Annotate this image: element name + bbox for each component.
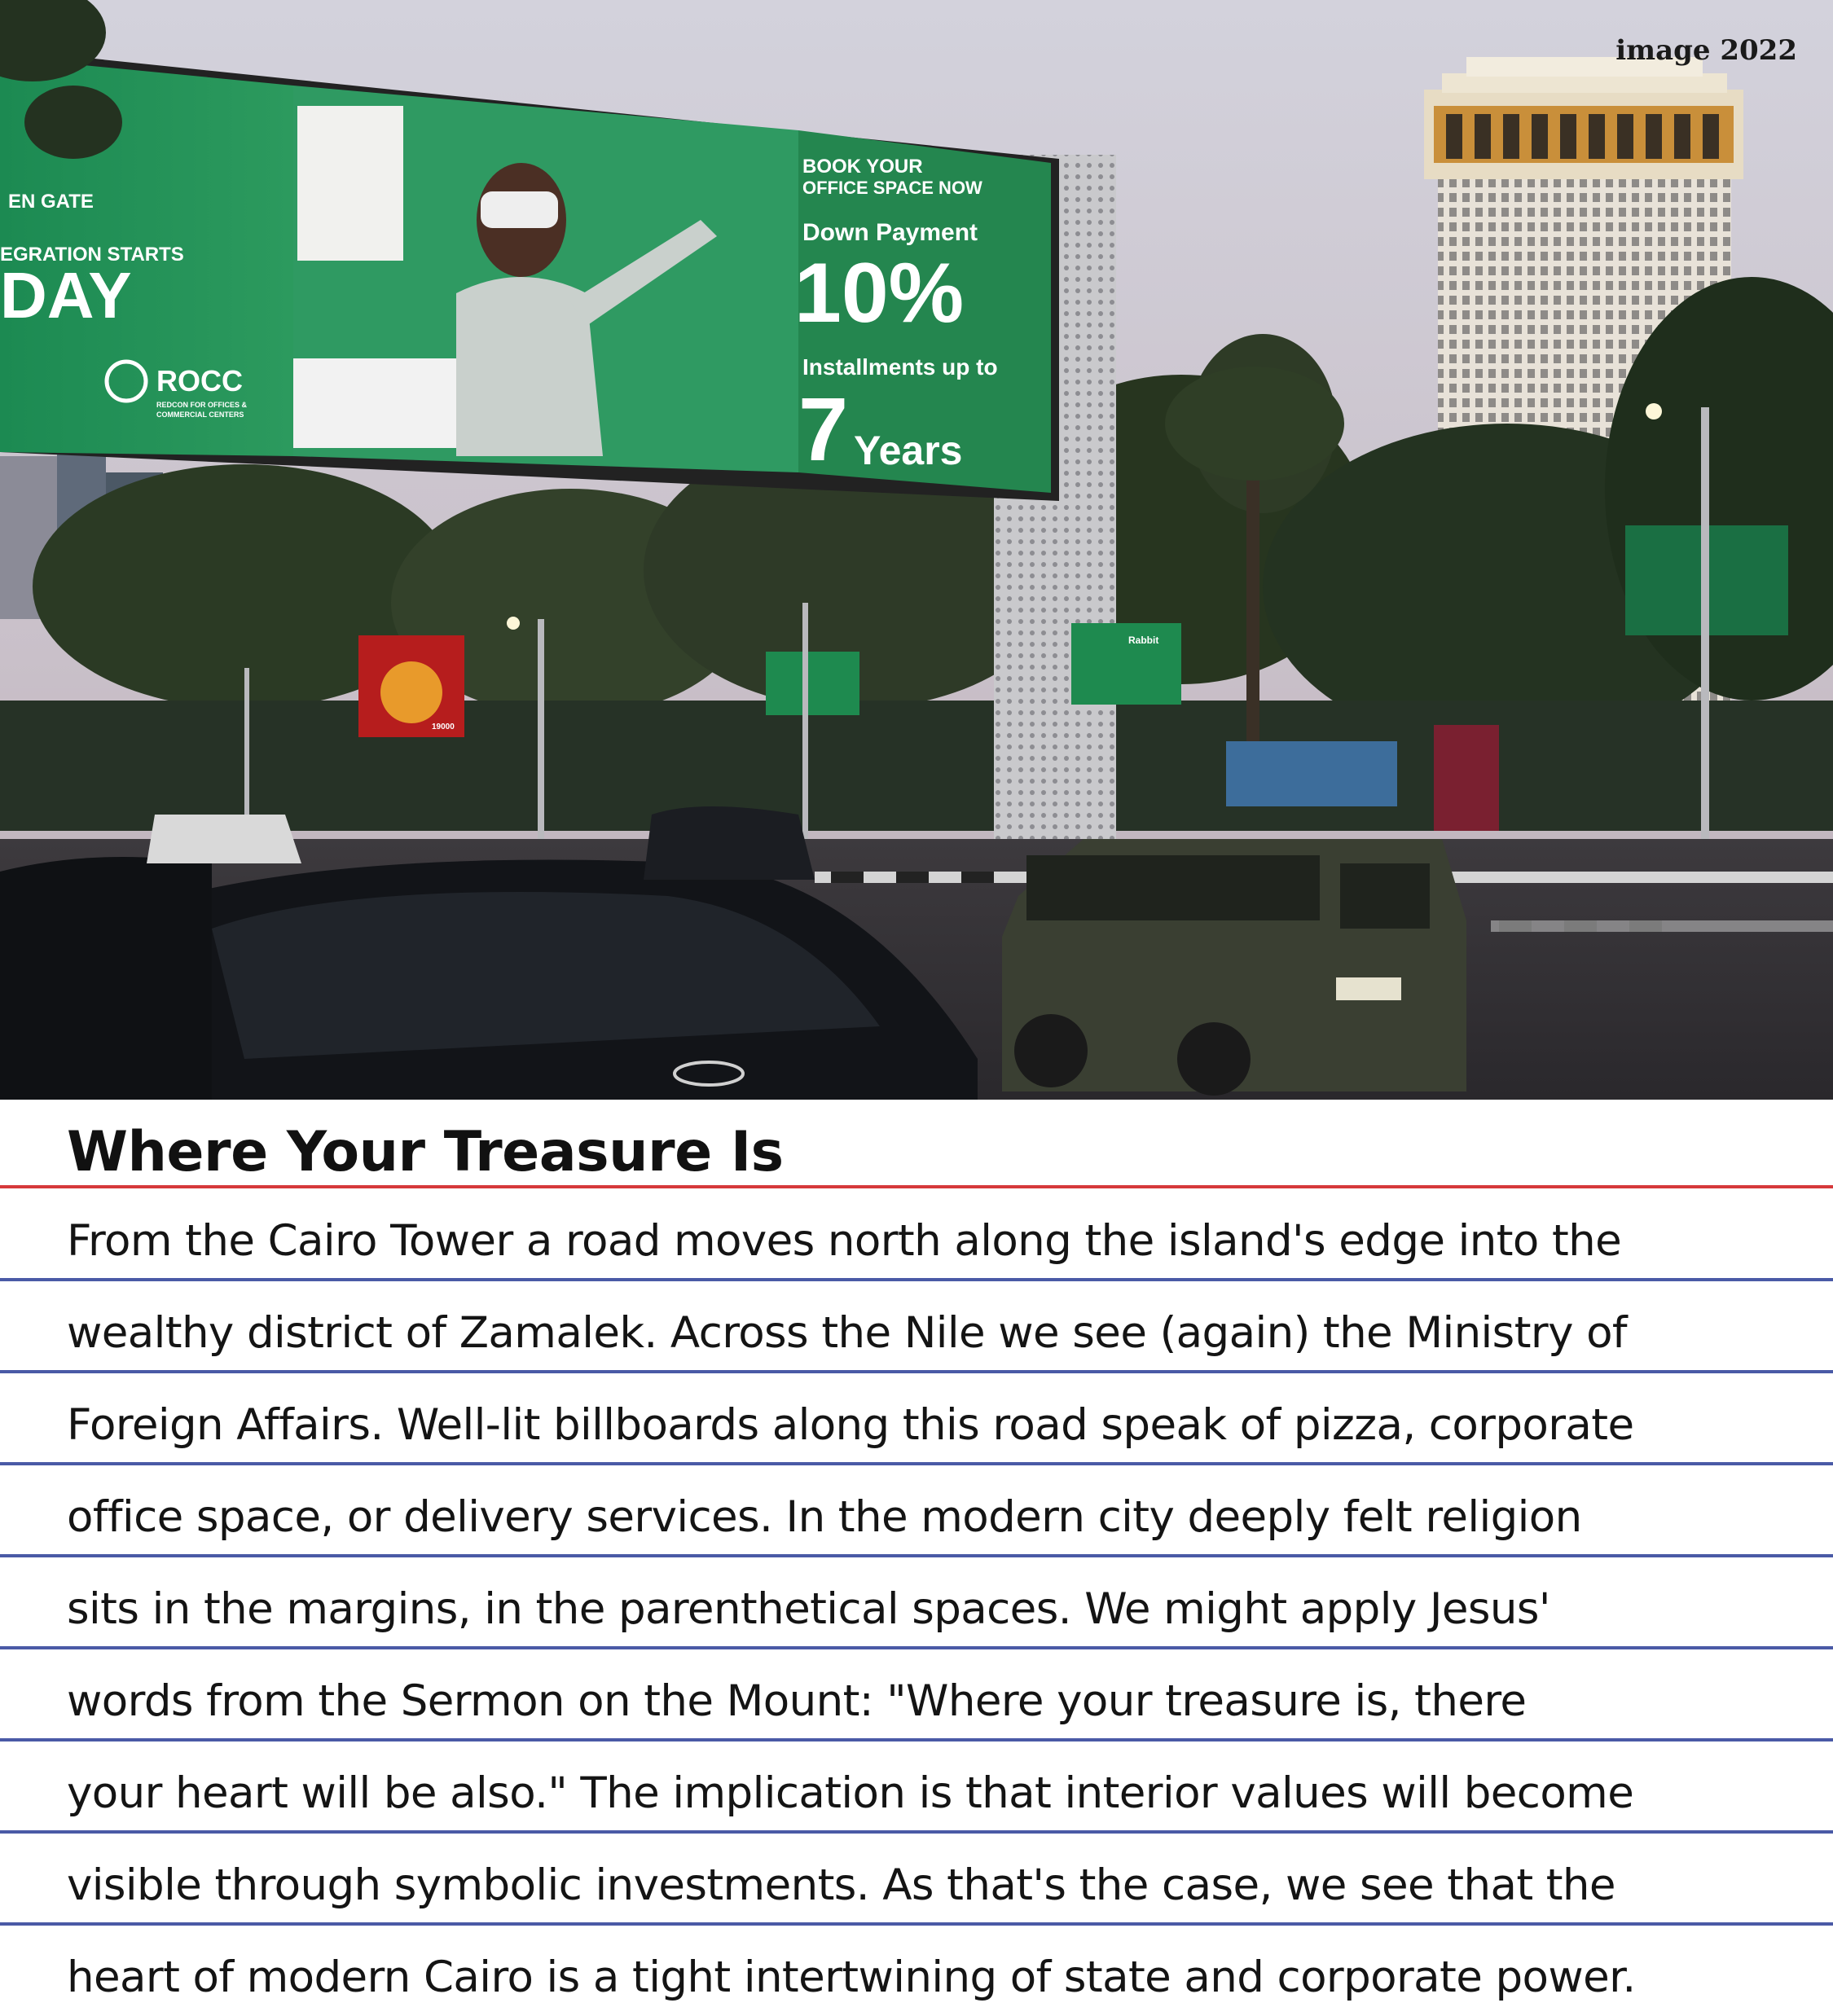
body-line: sits in the margins, in the parenthetical spaces. We might apply Jesus' bbox=[67, 1584, 1550, 1634]
car-white bbox=[147, 815, 301, 863]
ruled-line bbox=[0, 1278, 1833, 1281]
body-line: your heart will be also." The implication is that interior values will become bbox=[67, 1768, 1634, 1818]
body-line: Foreign Affairs. Well-lit billboards along this road speak of pizza, corporate bbox=[67, 1400, 1634, 1450]
car-left bbox=[0, 857, 212, 1100]
billboard-book-line-2: OFFICE SPACE NOW bbox=[802, 178, 982, 198]
article-title: Where Your Treasure Is bbox=[67, 1120, 784, 1184]
pizza-sign bbox=[358, 635, 464, 737]
ruled-line bbox=[0, 1922, 1833, 1926]
billboard-down-payment-value: 10% bbox=[794, 246, 965, 340]
body-line: office space, or delivery services. In the modern city deeply felt religion bbox=[67, 1492, 1582, 1542]
ruled-line bbox=[0, 1370, 1833, 1373]
rabbit-sign-centre bbox=[1071, 623, 1181, 705]
billboard-years-number: 7 bbox=[798, 380, 849, 480]
billboard-book-line-1: BOOK YOUR bbox=[802, 156, 923, 178]
body-line: heart of modern Cairo is a tight intertwining of state and corporate power. bbox=[67, 1952, 1636, 2002]
image-caption: image 2022 bbox=[1615, 34, 1797, 67]
rabbit-sign-label: Rabbit bbox=[1128, 635, 1159, 646]
ruled-line bbox=[0, 1646, 1833, 1649]
billboard-brand-sub-2: COMMERCIAL CENTERS bbox=[156, 411, 244, 419]
ruled-line bbox=[0, 1462, 1833, 1465]
billboard-brand-sub-1: REDCON FOR OFFICES & bbox=[156, 401, 248, 409]
ruled-line bbox=[0, 1830, 1833, 1834]
poster-sign bbox=[1434, 725, 1499, 831]
billboard-years-word: Years bbox=[854, 428, 963, 473]
body-line: visible through symbolic investments. As that's the case, we see that the bbox=[67, 1860, 1615, 1910]
billboard-installments-label: Installments up to bbox=[802, 354, 998, 380]
billboard-brand: ROCC bbox=[156, 364, 243, 397]
body-line: From the Cairo Tower a road moves north along the island's edge into the bbox=[67, 1216, 1622, 1266]
ruled-line bbox=[0, 1554, 1833, 1557]
billboard-left-line-1: EN GATE bbox=[8, 191, 94, 213]
body-line: wealthy district of Zamalek. Across the Nile we see (again) the Ministry of bbox=[67, 1308, 1627, 1358]
title-rule bbox=[0, 1185, 1833, 1188]
rabbit-sign-small bbox=[766, 652, 859, 715]
van bbox=[1002, 839, 1466, 1096]
body-line: words from the Sermon on the Mount: "Where your treasure is, there bbox=[67, 1676, 1527, 1726]
billboard-left-line-3: DAY bbox=[0, 259, 132, 332]
blue-street-sign bbox=[1226, 741, 1397, 806]
billboard-down-payment-label: Down Payment bbox=[802, 219, 978, 246]
car-middle bbox=[644, 806, 815, 880]
pizza-sign-price: 19000 bbox=[432, 723, 455, 731]
billboard-left-line-2: EGRATION STARTS bbox=[0, 244, 184, 266]
ruled-line bbox=[0, 1738, 1833, 1741]
